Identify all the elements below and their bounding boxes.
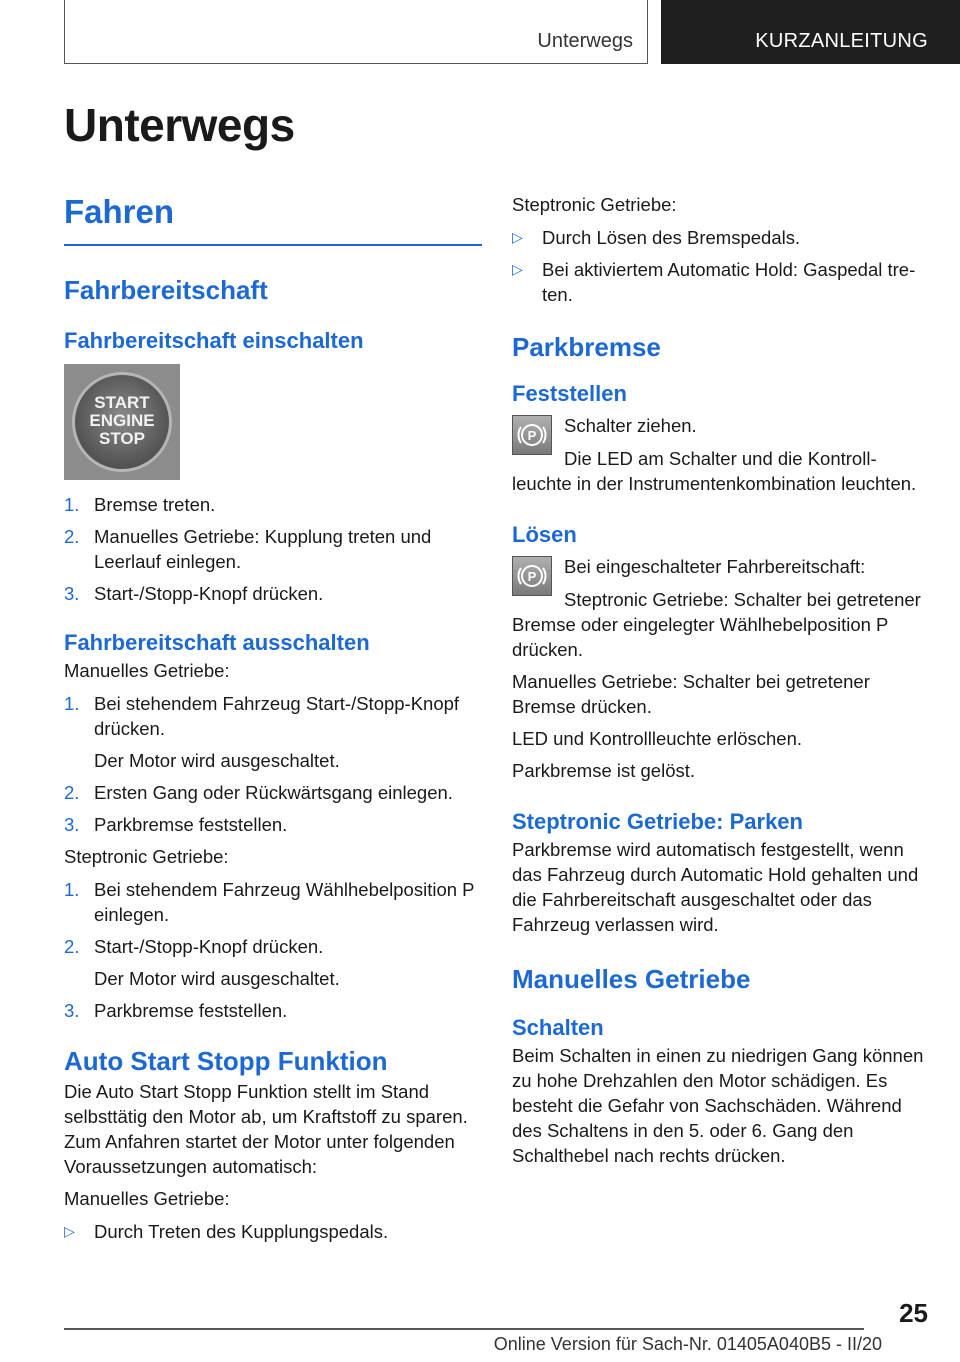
triangle-bullet-icon: ▷ [512,261,523,277]
schalten-text: Beim Schalten in einen zu niedrigen Gang können zu hohe Drehzahlen den Motor schädigen. Es besteht die Gefahr von Sachschäden. Während des Schaltens in den 5. oder 6. Gang den Schalthebel nach rechts drücken. [512,1045,924,1166]
list-item: 1. Bremse treten. [64,493,216,515]
page-header [0,0,960,66]
steptronic-steps [64,877,482,1023]
footer-rule [64,1328,864,1330]
header-section-label: Unterwegs [537,30,633,52]
header-chapter-label: KURZANLEITUNG [755,30,928,52]
list-item: 3. Start-/Stopp-Knopf drücken. [64,582,324,604]
einschalten-steps [64,492,482,606]
heading-fahren: Fahren [64,193,175,230]
parking-brake-icon [512,415,552,455]
list-item-note: Der Motor wird ausgeschaltet. [94,749,340,771]
loesen-p3: Manuelles Getriebe: Schalter bei getretener Bremse drücken. [512,671,870,717]
feststellen-block [512,413,930,496]
heading-fahrbereitschaft: Fahrbereitschaft [64,274,268,305]
loesen-p1: Bei eingeschalteter Fahrbereitschaft: [564,556,866,577]
parken-text: Parkbremse wird automatisch festgestellt, wenn das Fahrzeug durch Automatic Hold gehalten und die Fahrbereitschaft ausgeschaltet oder das Fahrzeug verlassen wird. [512,839,919,935]
page-number: 25 [899,1298,928,1328]
list-item: ▷ Durch Lösen des Bremspedals. [512,227,801,248]
loesen-p5: Parkbremse ist gelöst. [512,760,696,781]
heading-loesen: Lösen [512,522,577,547]
heading-feststellen: Feststellen [512,381,627,406]
start-stop-label: START ENGINE STOP [89,392,155,448]
feststellen-p2: Die LED am Schalter und die Kontrollleuchte in der Instrumentenkombination leuchten. [512,448,917,494]
loesen-p4: LED und Kontrollleuchte erlöschen. [512,728,803,749]
page-title: Unterwegs [64,99,295,151]
heading-ausschalten: Fahrbereitschaft ausschalten [64,629,370,655]
list-item: 3. Parkbremse feststellen. [64,999,288,1021]
list-item-note: Der Motor wird ausgeschaltet. [94,967,340,989]
list-item: 1. Bei stehendem Fahrzeug Wählhebelposition P einlegen. [64,878,475,925]
heading-auto-start-stopp: Auto Start Stopp Funktion [64,1045,388,1076]
list-item: 2. Ersten Gang oder Rückwärtsgang einlegen. [64,781,453,803]
heading-einschalten: Fahrbereitschaft einschalten [64,327,364,353]
triangle-bullet-icon: ▷ [512,229,523,245]
list-item: 2. Start-/Stopp-Knopf drücken. [64,935,324,957]
feststellen-p1: Schalter ziehen. [564,415,697,436]
list-item: 1. Bei stehendem Fahrzeug Start-/Stopp-Knopf drücken. [64,692,460,739]
header-chapter-tab [661,0,960,64]
manuell-steps [64,691,482,837]
steptronic-label: Steptronic Getriebe: [64,845,229,867]
heading-parken: Steptronic Getriebe: Parken [512,809,803,834]
steptronic-bullets [512,225,930,307]
list-item: 2. Manuelles Getriebe: Kupplung treten und Leerlauf einlegen. [64,525,432,572]
footer-text: Online Version für Sach-Nr. 01405A040B5 - II/20 [493,1334,882,1354]
list-item: 3. Parkbremse feststellen. [64,813,288,835]
triangle-bullet-icon: ▷ [64,1222,75,1239]
svg-text:P: P [527,569,537,584]
svg-text:P: P [527,428,537,443]
auto-text: Die Auto Start Stopp Funktion stellt im Stand selbsttätig den Motor ab, um Kraftstoff zu sparen. Zum Anfahren startet der Motor unter folgenden Voraussetzungen automatisch: [64,1080,468,1177]
list-item: ▷ Bei aktiviertem Automatic Hold: Gaspedal treten. [512,259,916,305]
loesen-block [512,554,930,783]
right-column [512,192,930,1168]
heading-rule [64,244,482,246]
loesen-p2: Steptronic Getriebe: Schalter bei getretener Bremse oder eingelegter Wählhebelposition P drücken. [512,589,921,660]
start-stop-button-image [64,364,180,480]
auto-manuell-label: Manuelles Getriebe: [64,1187,230,1209]
left-column [64,190,482,1244]
heading-manuelles-getriebe: Manuelles Getriebe [512,964,751,994]
manuell-label: Manuelles Getriebe: [64,659,230,681]
parking-brake-icon [512,556,552,596]
list-item: ▷ Durch Treten des Kupplungspedals. [64,1220,389,1242]
header-section-tab [64,0,648,64]
heading-parkbremse: Parkbremse [512,332,661,362]
steptronic-label-right: Steptronic Getriebe: [512,194,677,215]
heading-schalten: Schalten [512,1015,604,1040]
auto-manuell-bullets [64,1219,482,1244]
